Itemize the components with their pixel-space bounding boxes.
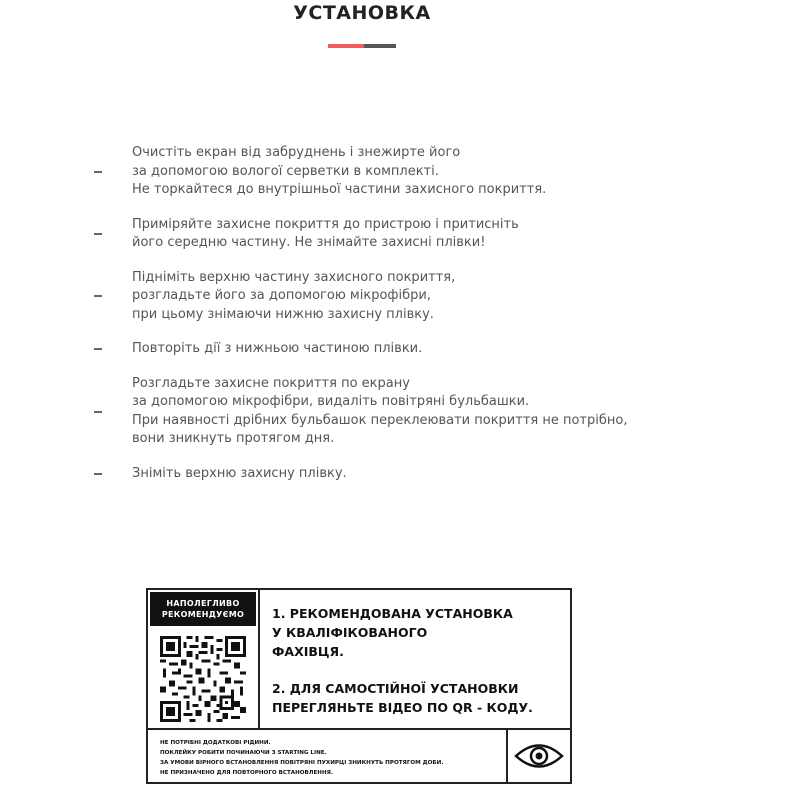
step-text [132,144,752,200]
step-text [132,269,752,325]
qr-code-icon[interactable] [160,636,246,722]
recommendation-line: ФАХІВЦЯ. [272,644,344,659]
step-6 [0,465,800,484]
eye-cell [506,730,570,782]
step-line: Повторіть дії з нижньою частиною плівки. [132,341,423,356]
dash-bullet-icon [94,233,102,235]
fine-print-line: ПОКЛЕЙКУ РОБИТИ ПОЧИНАЮЧИ З STARTING LINE. [160,750,327,756]
step-line: за допомогою мікрофібри, видаліть повітряні бульбашки. [132,394,530,409]
recommendation-line: 1. РЕКОМЕНДОВАНА УСТАНОВКА [272,606,513,621]
step-line: Приміряйте захисне покриття до пристрою і притисніть [132,216,519,232]
recommendation-line: 2. ДЛЯ САМОСТІЙНОЇ УСТАНОВКИ [272,681,519,696]
step-5 [0,375,800,449]
step-text [132,216,752,253]
step-text [132,465,752,484]
notice-recommendations [272,604,562,717]
fine-print-line: ЗА УМОВИ ВІРНОГО ВСТАНОВЛЕННЯ ПОВІТРЯНІ ПУХИРЦІ ЗНИКНУТЬ ПРОТЯГОМ ДОБИ. [160,760,444,766]
dash-bullet-icon [94,473,102,475]
eye-icon [514,741,564,771]
title-underline-gray [364,44,396,48]
title-underline-red [328,44,364,48]
step-line: Підніміть верхню частину захисного покриття, [132,269,456,285]
step-1 [0,144,800,200]
fine-print-line: НЕ ПОТРІБНІ ДОДАТКОВІ РІДИНИ. [160,740,271,746]
fine-print-line: НЕ ПРИЗНАЧЕНО ДЛЯ ПОВТОРНОГО ВСТАНОВЛЕННЯ. [160,770,334,776]
recommend-badge [150,592,256,626]
page-title: УСТАНОВКА [293,2,431,24]
installation-steps [0,144,800,483]
step-text [132,340,752,359]
step-2 [0,216,800,253]
dash-bullet-icon [94,295,102,297]
step-line: Зніміть верхню захисну плівку. [132,465,347,481]
step-line: Не торкайтеся до внутрішньої частини захисного покриття. [132,182,547,197]
step-4 [0,340,800,359]
dash-bullet-icon [94,348,102,350]
step-text [132,375,752,449]
step-line: вони зникнуть протягом дня. [132,431,335,446]
step-line: при цьому знімаючи нижню захисну плівку. [132,306,434,322]
title-underline [328,44,396,48]
dash-bullet-icon [94,171,102,173]
fine-print [160,738,443,778]
dash-bullet-icon [94,411,102,413]
recommendation-line: У КВАЛІФІКОВАНОГО [272,625,428,640]
step-line: його середню частину. Не знімайте захисні плівки! [132,235,486,250]
notice-bottom-row [148,728,570,782]
step-line: Очистіть екран від забруднень і знежирте його [132,145,461,160]
step-line: за допомогою вологої серветки в комплекті. [132,163,439,179]
recommendation-line: ПЕРЕГЛЯНЬТЕ ВІДЕО ПО QR - КОДУ. [272,700,533,715]
step-3 [0,269,800,325]
recommendation-1 [272,604,562,661]
notice-left-column [148,590,260,730]
step-line: розгладьте його за допомогою мікрофібри, [132,288,431,303]
badge-line: НАПОЛЕГЛИВО [166,599,240,608]
notice-box [146,588,572,784]
badge-line: РЕКОМЕНДУЄМО [161,610,245,619]
step-line: При наявності дрібних бульбашок переклеювати покриття не потрібно, [132,412,628,428]
step-line: Розгладьте захисне покриття по екрану [132,375,410,391]
recommendation-2 [272,679,562,717]
